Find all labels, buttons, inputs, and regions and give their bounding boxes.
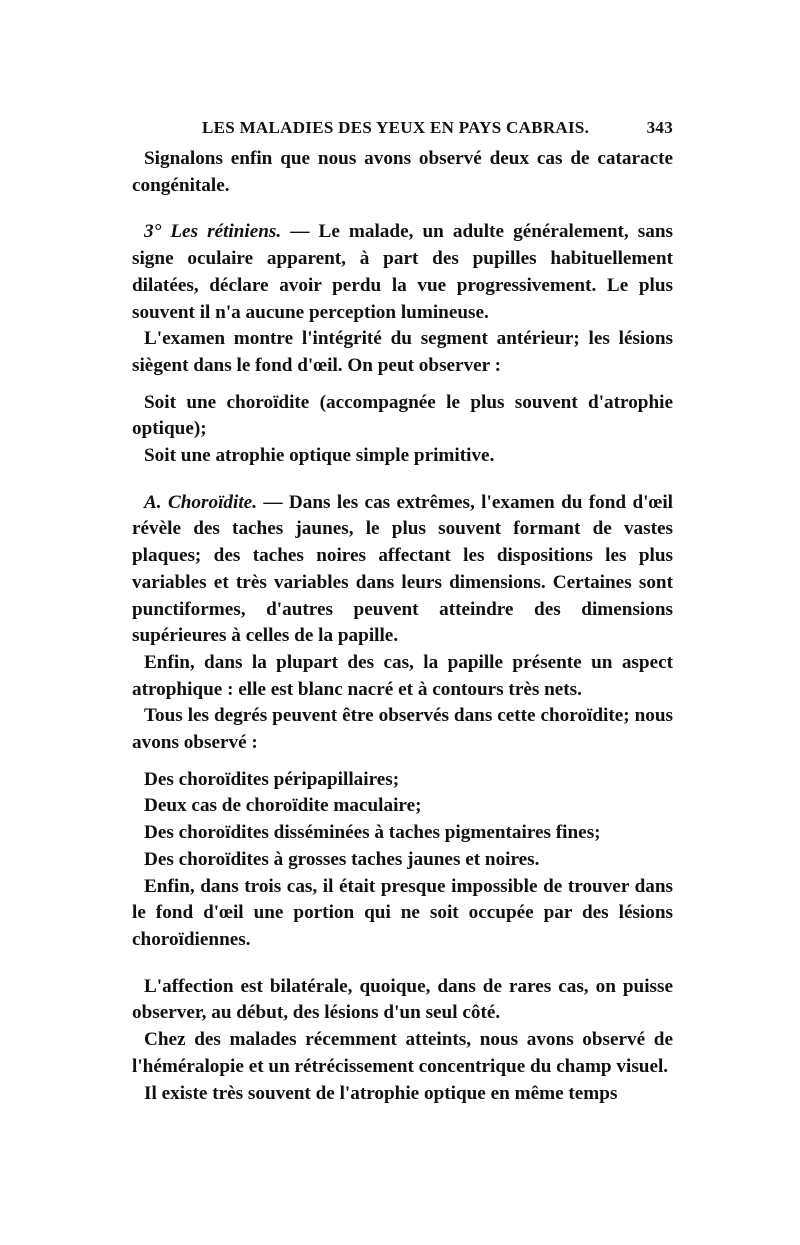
list-item-peripapillary: Des choroïdites péripapillaires; [144,768,400,790]
section-gap [132,470,673,490]
paragraph-examination: L'examen montre l'intégrité du segment antérieur; les lésions siègent dans le fond d'œil. On peut observer : [132,328,673,376]
list-item-macular: Deux cas de choroïdite maculaire; [144,795,422,817]
list-gap [132,757,673,767]
paragraph-bilateral: L'affection est bilatérale, quoique, dans de rares cas, on puisse observer, au début, des lésions d'un seul côté. [132,975,673,1024]
paragraph-optic-atrophy: Il existe très souvent de l'atrophie optique en même temps [144,1082,618,1104]
section-heading-retiniens: 3° Les rétiniens. [144,221,282,243]
paragraph-three-cases: Enfin, dans trois cas, il était presque impossible de trouver dans le fond d'œil une portion qui ne soit occupée par des lésions choroïdiennes. [132,875,673,950]
list-item-optic-atrophy: Soit une atrophie optique simple primitive. [144,445,495,467]
list-item-choroiditis: Soit une choroïdite (accompagnée le plus souvent d'atrophie optique); [132,391,673,440]
section-gap [132,954,673,974]
paragraph-choroiditis [132,490,673,650]
section-gap [132,199,673,219]
running-header [132,118,673,138]
paragraph-cataract: Signalons enfin que nous avons observé deux cas de cataracte congénitale. [132,148,673,196]
paragraph-hemeralopia: Chez des malades récemment atteints, nous avons observé de l'héméralopie et un rétrécissement concentrique du champ visuel. [132,1029,673,1077]
paragraph-degrees: Tous les degrés peuvent être observés dans cette choroïdite; nous avons observé : [132,705,673,754]
paragraph-retinian-intro [132,219,673,326]
book-page [132,118,673,1107]
list-item-disseminated: Des choroïdites disséminées à taches pigmentaires fines; [144,822,601,844]
list-gap [132,380,673,390]
page-number: 343 [646,118,673,137]
running-title: LES MALADIES DES YEUX EN PAYS CABRAIS. [202,118,590,137]
list-item-large-spots: Des choroïdites à grosses taches jaunes et noires. [144,848,540,870]
retinian-text: — Le malade, un adulte généralement, sans signe oculaire apparent, à part des pupilles habituellement dilatées, déclare avoir perdu la vue progressivement. Le plus souvent il n'a aucune perception lumineuse. [132,221,673,323]
paragraph-papilla: Enfin, dans la plupart des cas, la papille présente un aspect atrophique : elle est blanc nacré et à contours très nets. [132,651,673,700]
section-heading-choroidite: A. Choroïdite. [144,491,257,513]
choroiditis-text: — Dans les cas extrêmes, l'examen du fond d'œil révèle des taches jaunes, le plus souvent formant de vastes plaques; des taches noires affectant les dispositions les plus variables et très variables dans leurs dimensions. Certaines sont punctiformes, d'autres peuvent atteindre des dimensions supérieures à celles de la papille. [132,491,673,647]
